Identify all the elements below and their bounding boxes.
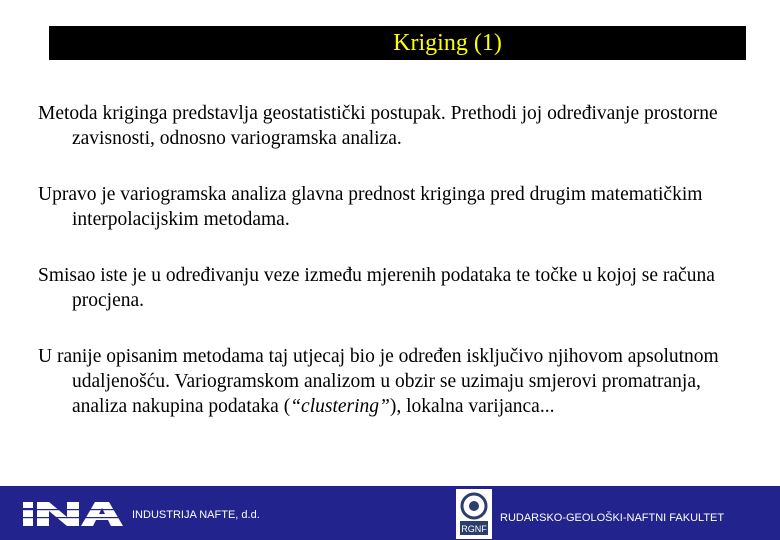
ina-logo-icon (23, 502, 123, 526)
slide-title: Kriging (1) (393, 30, 502, 56)
paragraph-4 (38, 344, 758, 419)
paragraph-3: Smisao iste je u određivanju veze između mjerenih podataka te točke u kojoj se računa procjena. (38, 265, 715, 311)
footer-faculty-name: RUDARSKO-GEOLOŠKI-NAFTNI FAKULTET (500, 512, 725, 524)
rgnf-logo-text: RGNF (461, 524, 487, 534)
paragraph-2: Upravo je variogramska analiza glavna prednost kriginga pred drugim matematičkim interpolacijskim metodama. (38, 184, 703, 230)
paragraph-4-text-after: ), lokalna varijanca... (389, 396, 555, 417)
footer-company-name: INDUSTRIJA NAFTE, d.d. (132, 509, 260, 521)
paragraph-1: Metoda kriginga predstavlja geostatistički postupak. Prethodi joj određivanje prostorne zavisnosti, odnosno variogramska analiza. (38, 103, 718, 149)
slide-content (38, 101, 758, 450)
paragraph-4-text-before: U ranije opisanim metodama taj utjecaj bio je određen isključivo njihovom apsolutnom udaljenošću. Variogramskom analizom u obzir se uzimaju smjerovi promatranja, analiza nakupina podataka ( (38, 346, 719, 417)
paragraph-4-italic: “clustering” (290, 396, 390, 417)
title-bar (49, 26, 746, 60)
rgnf-logo-icon (456, 489, 492, 539)
